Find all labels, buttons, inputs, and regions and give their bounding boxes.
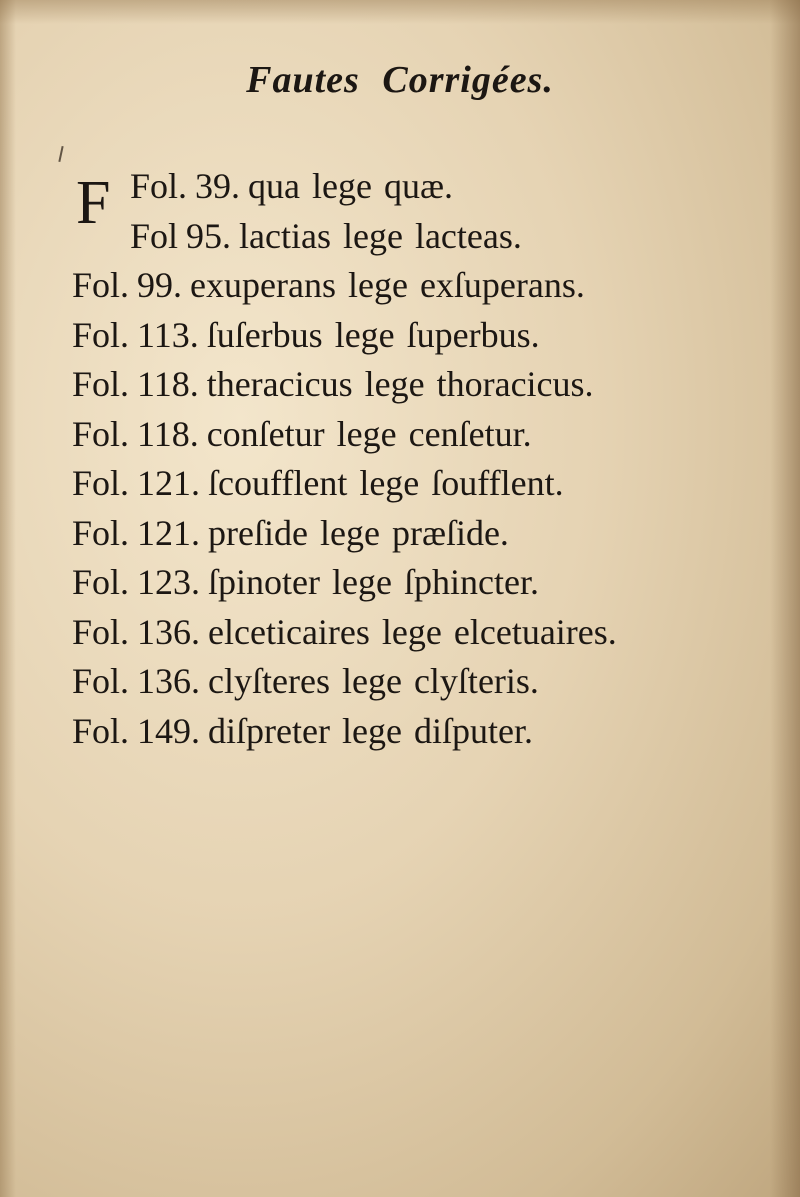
running-head	[0, 58, 800, 102]
lege-word: lege	[359, 463, 420, 503]
folio-number: 113.	[137, 314, 199, 355]
errata-entry	[72, 261, 772, 311]
lege-word: lege	[341, 661, 402, 701]
folio-label: Fol.	[72, 463, 130, 503]
folio-number: 121.	[137, 512, 201, 553]
correction-text: clyſteris.	[413, 661, 539, 701]
ink-mark	[58, 146, 63, 162]
errata-entry	[72, 558, 772, 608]
lege-word: lege	[312, 166, 372, 206]
correction-text: ſphincter.	[403, 562, 539, 602]
folio-label: Fol	[130, 215, 179, 256]
error-text: ſpinoter	[208, 562, 321, 602]
folio-number: 118.	[137, 364, 199, 404]
correction-text: quæ.	[383, 166, 453, 206]
error-text: conſetur	[206, 413, 325, 454]
error-text: diſpreter	[208, 710, 330, 751]
errata-entry	[72, 509, 772, 559]
folio-label: Fol.	[72, 413, 130, 454]
lege-word: lege	[342, 215, 403, 256]
lege-word: lege	[341, 710, 402, 751]
folio-number: 39.	[195, 166, 241, 206]
error-text: clyſteres	[208, 661, 330, 701]
correction-text: ſuperbus.	[406, 314, 540, 355]
folio-label: Fol.	[72, 364, 130, 404]
correction-text: ſoufflent.	[431, 463, 564, 503]
error-text: elceticaires	[208, 611, 370, 652]
correction-text: elcetuaires.	[453, 611, 617, 652]
folio-label: Fol.	[72, 562, 130, 602]
lege-word: lege	[336, 413, 397, 454]
folio-number: 123.	[137, 562, 201, 602]
correction-text: cenſetur.	[408, 413, 532, 454]
folio-label: Fol.	[130, 166, 188, 206]
correction-text: præſide.	[391, 512, 509, 553]
folio-label: Fol.	[72, 710, 130, 751]
page-edge-shadow-top	[0, 0, 800, 24]
errata-entry	[72, 707, 772, 757]
lege-word: lege	[364, 364, 425, 404]
errata-entry	[72, 459, 772, 509]
correction-text: lacteas.	[414, 215, 522, 256]
folio-number: 136.	[137, 611, 201, 652]
lege-word: lege	[347, 265, 408, 305]
error-text: ſcoufflent	[208, 463, 348, 503]
errata-entry	[72, 410, 772, 460]
error-text: lactias	[239, 215, 331, 256]
correction-text: thoracicus.	[436, 364, 594, 404]
running-head-word-2: Corrigées.	[382, 59, 554, 101]
error-text: preſide	[208, 512, 308, 553]
errata-entry	[72, 608, 772, 658]
lege-word: lege	[319, 512, 380, 553]
drop-cap: F	[76, 169, 111, 237]
errata-entry	[72, 311, 772, 361]
lege-word: lege	[332, 562, 392, 602]
running-head-word-1: Fautes	[246, 59, 360, 101]
lege-word: lege	[334, 314, 395, 355]
lege-word: lege	[381, 611, 442, 652]
error-text: qua	[248, 166, 301, 206]
correction-text: diſputer.	[413, 710, 533, 751]
folio-label: Fol.	[72, 512, 130, 553]
folio-label: Fol.	[72, 611, 130, 652]
error-text: theracicus	[206, 364, 353, 404]
correction-text: exſuperans.	[419, 265, 585, 305]
folio-label: Fol.	[72, 661, 130, 701]
error-text: exuperans	[190, 265, 336, 305]
folio-number: 118.	[137, 413, 199, 454]
folio-number: 95.	[186, 215, 232, 256]
errata-entry	[72, 657, 772, 707]
folio-label: Fol.	[72, 314, 130, 355]
folio-label: Fol.	[72, 265, 130, 305]
folio-number: 99.	[137, 265, 183, 305]
errata-entry	[72, 212, 772, 262]
folio-number: 149.	[137, 710, 201, 751]
errata-list	[72, 162, 772, 756]
error-text: ſuſerbus	[206, 314, 323, 355]
errata-entry	[72, 360, 772, 410]
page-edge-shadow-left	[0, 0, 16, 1197]
folio-number: 121.	[137, 463, 201, 503]
folio-number: 136.	[137, 661, 201, 701]
